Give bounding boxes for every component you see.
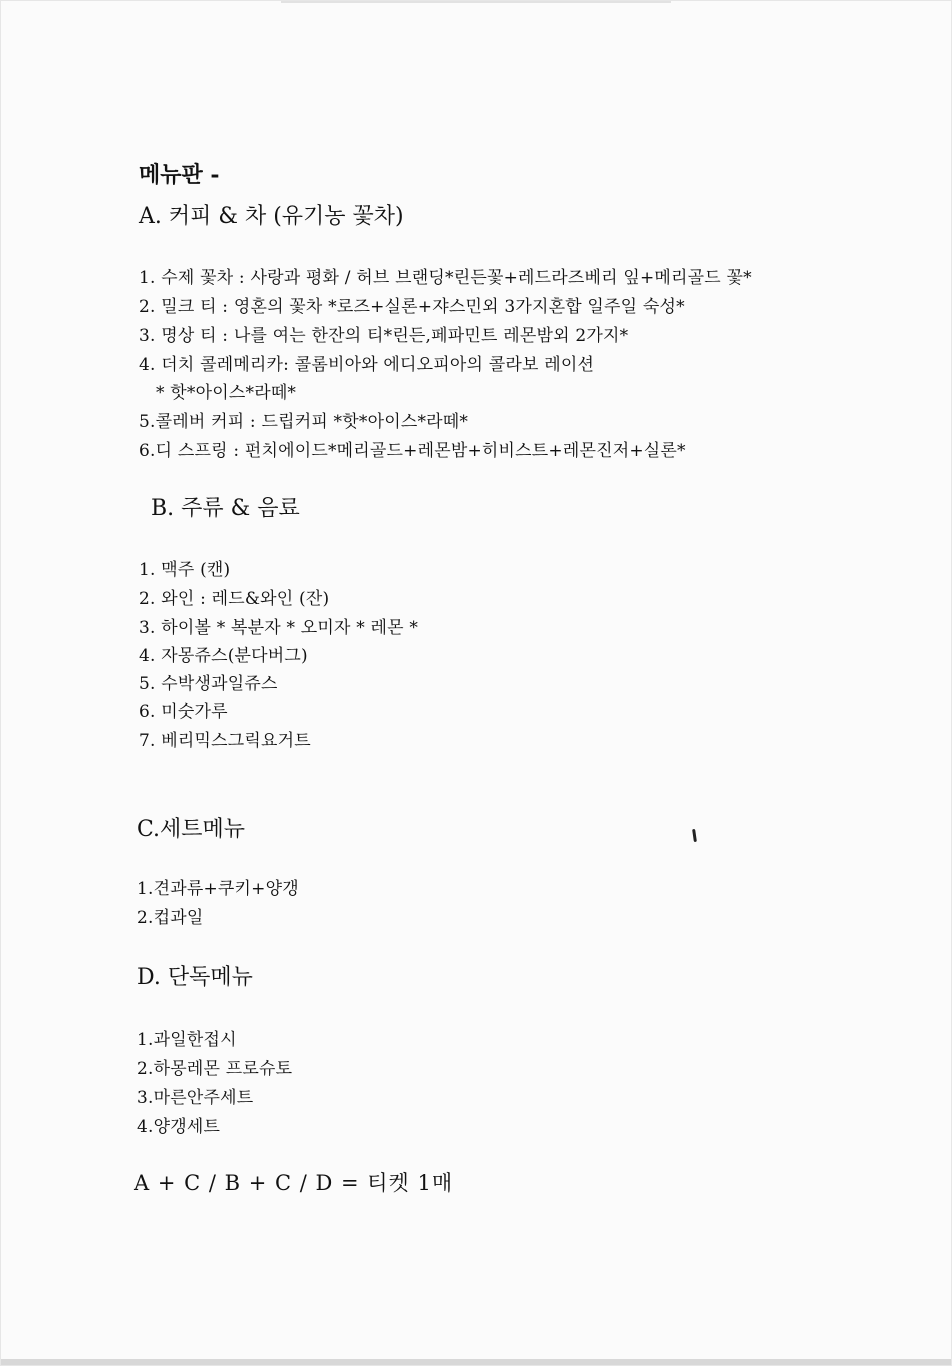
section-a-heading: A. 커피 & 차 (유기농 꽃차) (139, 204, 404, 229)
section-a-item-1: 1. 수제 꽃차 : 사랑과 평화 / 허브 브랜딩*린든꽃+레드라즈베리 잎+메리골드 꽃* (139, 268, 752, 288)
section-a-item-3: 3. 명상 티 : 나를 여는 한잔의 티*린든,페파민트 레몬밤외 2가지* (139, 326, 629, 346)
section-b-item-3: 3. 하이볼 * 복분자 * 오미자 * 레몬 * (139, 618, 419, 638)
ticket-formula: A + C / B + C / D = 티켓 1매 (134, 1171, 454, 1195)
section-c-item-1: 1.견과류+쿠키+양갱 (137, 879, 299, 899)
section-d-item-1: 1.과일한접시 (137, 1030, 237, 1050)
stray-pen-mark (692, 829, 697, 842)
section-b-heading: B. 주류 & 음료 (151, 496, 300, 521)
section-b-item-1: 1. 맥주 (캔) (139, 560, 231, 580)
scan-top-line (281, 1, 671, 3)
section-b-item-7: 7. 베리믹스그릭요거트 (139, 731, 311, 751)
section-b-item-2: 2. 와인 : 레드&와인 (잔) (139, 589, 330, 609)
section-c-item-2: 2.컵과일 (137, 908, 204, 928)
section-a-item-5: 5.콜레버 커피 : 드립커피 *핫*아이스*라떼* (139, 412, 469, 432)
section-b-item-5: 5. 수박생과일쥬스 (139, 674, 278, 694)
section-a-item-6: 6.디 스프링 : 펀치에이드*메리골드+레몬밤+히비스트+레몬진저+실론* (139, 441, 686, 461)
scan-bottom-edge (1, 1359, 951, 1365)
section-a-item-4: 4. 더치 콜레메리카: 콜롬비아와 에디오피아의 콜라보 레이션 (139, 355, 595, 375)
section-c-heading: C.세트메뉴 (137, 817, 246, 842)
section-b-item-4: 4. 자몽쥬스(분다버그) (139, 646, 308, 666)
section-d-item-3: 3.마른안주세트 (137, 1088, 254, 1108)
section-b-item-6: 6. 미숫가루 (139, 702, 228, 722)
section-a-item-4-options: * 핫*아이스*라떼* (156, 383, 297, 403)
section-a-item-2: 2. 밀크 티 : 영혼의 꽃차 *로즈+실론+쟈스민외 3가지혼합 일주일 숙성* (139, 297, 685, 317)
section-d-item-2: 2.하몽레몬 프로슈토 (137, 1059, 293, 1079)
section-d-heading: D. 단독메뉴 (137, 965, 253, 990)
page-title: 메뉴판 - (139, 162, 220, 188)
section-d-item-4: 4.양갱세트 (137, 1117, 221, 1137)
